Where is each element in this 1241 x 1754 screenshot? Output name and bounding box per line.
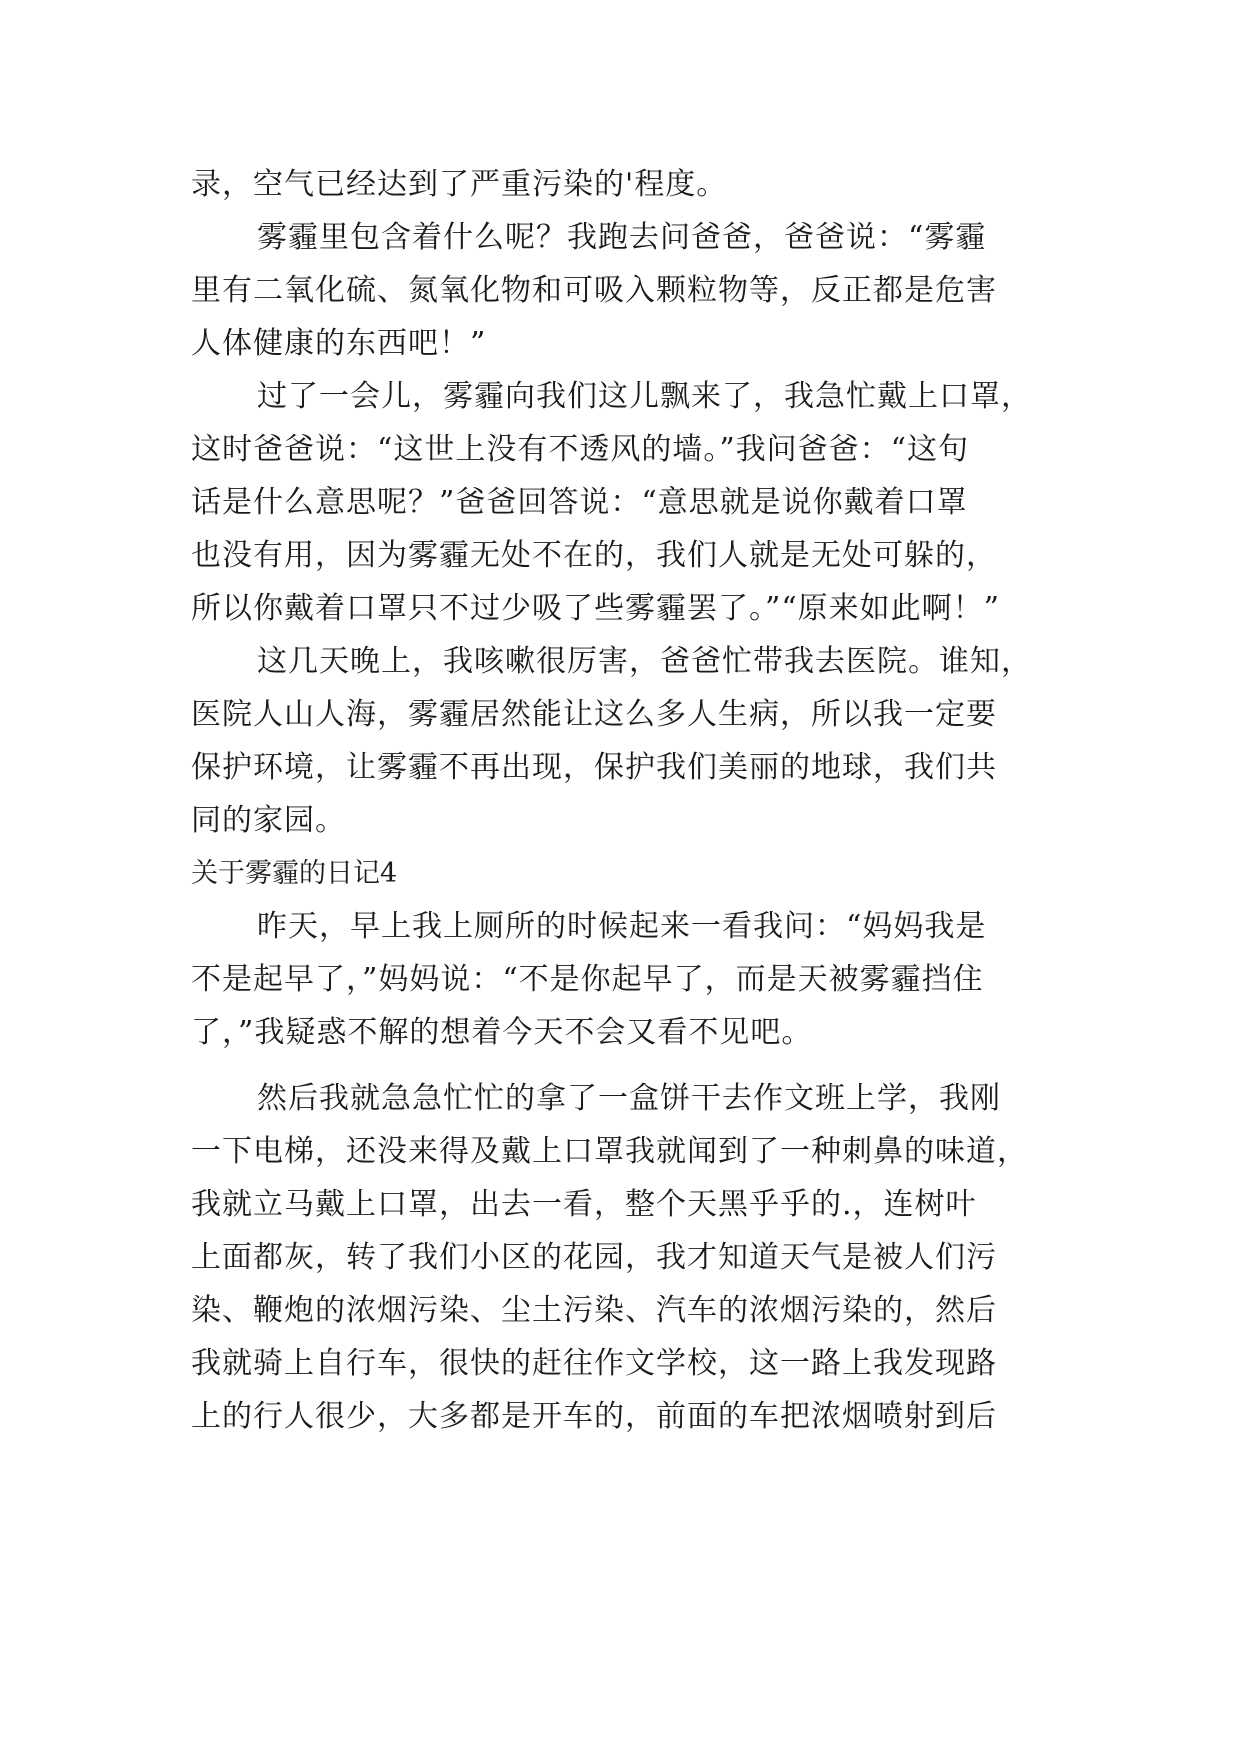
text-line: 我就骑上自行车，很快的赶往作文学校，这一路上我发现路 — [191, 1346, 997, 1381]
text-line: 了，”我疑惑不解的想着今天不会又看不见吧。 — [191, 1015, 813, 1050]
text-line: 上的行人很少，大多都是开车的，前面的车把浓烟喷射到后 — [191, 1399, 997, 1434]
paragraph-first-line: 这几天晚上，我咳嗽很厉害，爸爸忙带我去医院。谁知， — [257, 644, 1032, 679]
text-line: 不是起早了，”妈妈说：“不是你起早了，而是天被雾霾挡住 — [191, 962, 984, 997]
text-line: 我就立马戴上口罩，出去一看，整个天黑乎乎的.，连树叶 — [191, 1187, 977, 1222]
text-line: 这时爸爸说：“这世上没有不透风的墙。”我问爸爸：“这句 — [191, 432, 970, 467]
text-line: 所以你戴着口罩只不过少吸了些雾霾罢了。”“原来如此啊！” — [191, 591, 1001, 626]
text-line: 一下电梯，还没来得及戴上口罩我就闻到了一种刺鼻的味道， — [191, 1134, 1028, 1169]
text-line: 同的家园。 — [191, 803, 346, 838]
text-line: 人体健康的东西吧！” — [191, 326, 487, 361]
text-line: 上面都灰，转了我们小区的花园，我才知道天气是被人们污 — [191, 1240, 997, 1275]
text-line: 也没有用，因为雾霾无处不在的，我们人就是无处可躲的， — [191, 538, 997, 573]
text-line: 里有二氧化硫、氮氧化物和可吸入颗粒物等，反正都是危害 — [191, 273, 997, 308]
paragraph-first-line: 雾霾里包含着什么呢？我跑去问爸爸，爸爸说：“雾霾 — [257, 220, 987, 255]
text-line: 医院人山人海，雾霾居然能让这么多人生病，所以我一定要 — [191, 697, 997, 732]
text-line: 保护环境，让雾霾不再出现，保护我们美丽的地球，我们共 — [191, 750, 997, 785]
section-heading: 关于雾霾的日记4 — [191, 858, 398, 889]
paragraph-first-line: 昨天，早上我上厕所的时候起来一看我问：“妈妈我是 — [257, 909, 987, 944]
paragraph-first-line: 过了一会儿，雾霾向我们这儿飘来了，我急忙戴上口罩， — [257, 379, 1032, 414]
text-line: 话是什么意思呢？”爸爸回答说：“意思就是说你戴着口罩 — [191, 485, 968, 520]
paragraph-first-line: 然后我就急急忙忙的拿了一盒饼干去作文班上学，我刚 — [257, 1081, 1001, 1116]
text-line: 录，空气已经达到了严重污染的'程度。 — [191, 167, 728, 202]
text-line: 染、鞭炮的浓烟污染、尘土污染、汽车的浓烟污染的，然后 — [191, 1293, 997, 1328]
